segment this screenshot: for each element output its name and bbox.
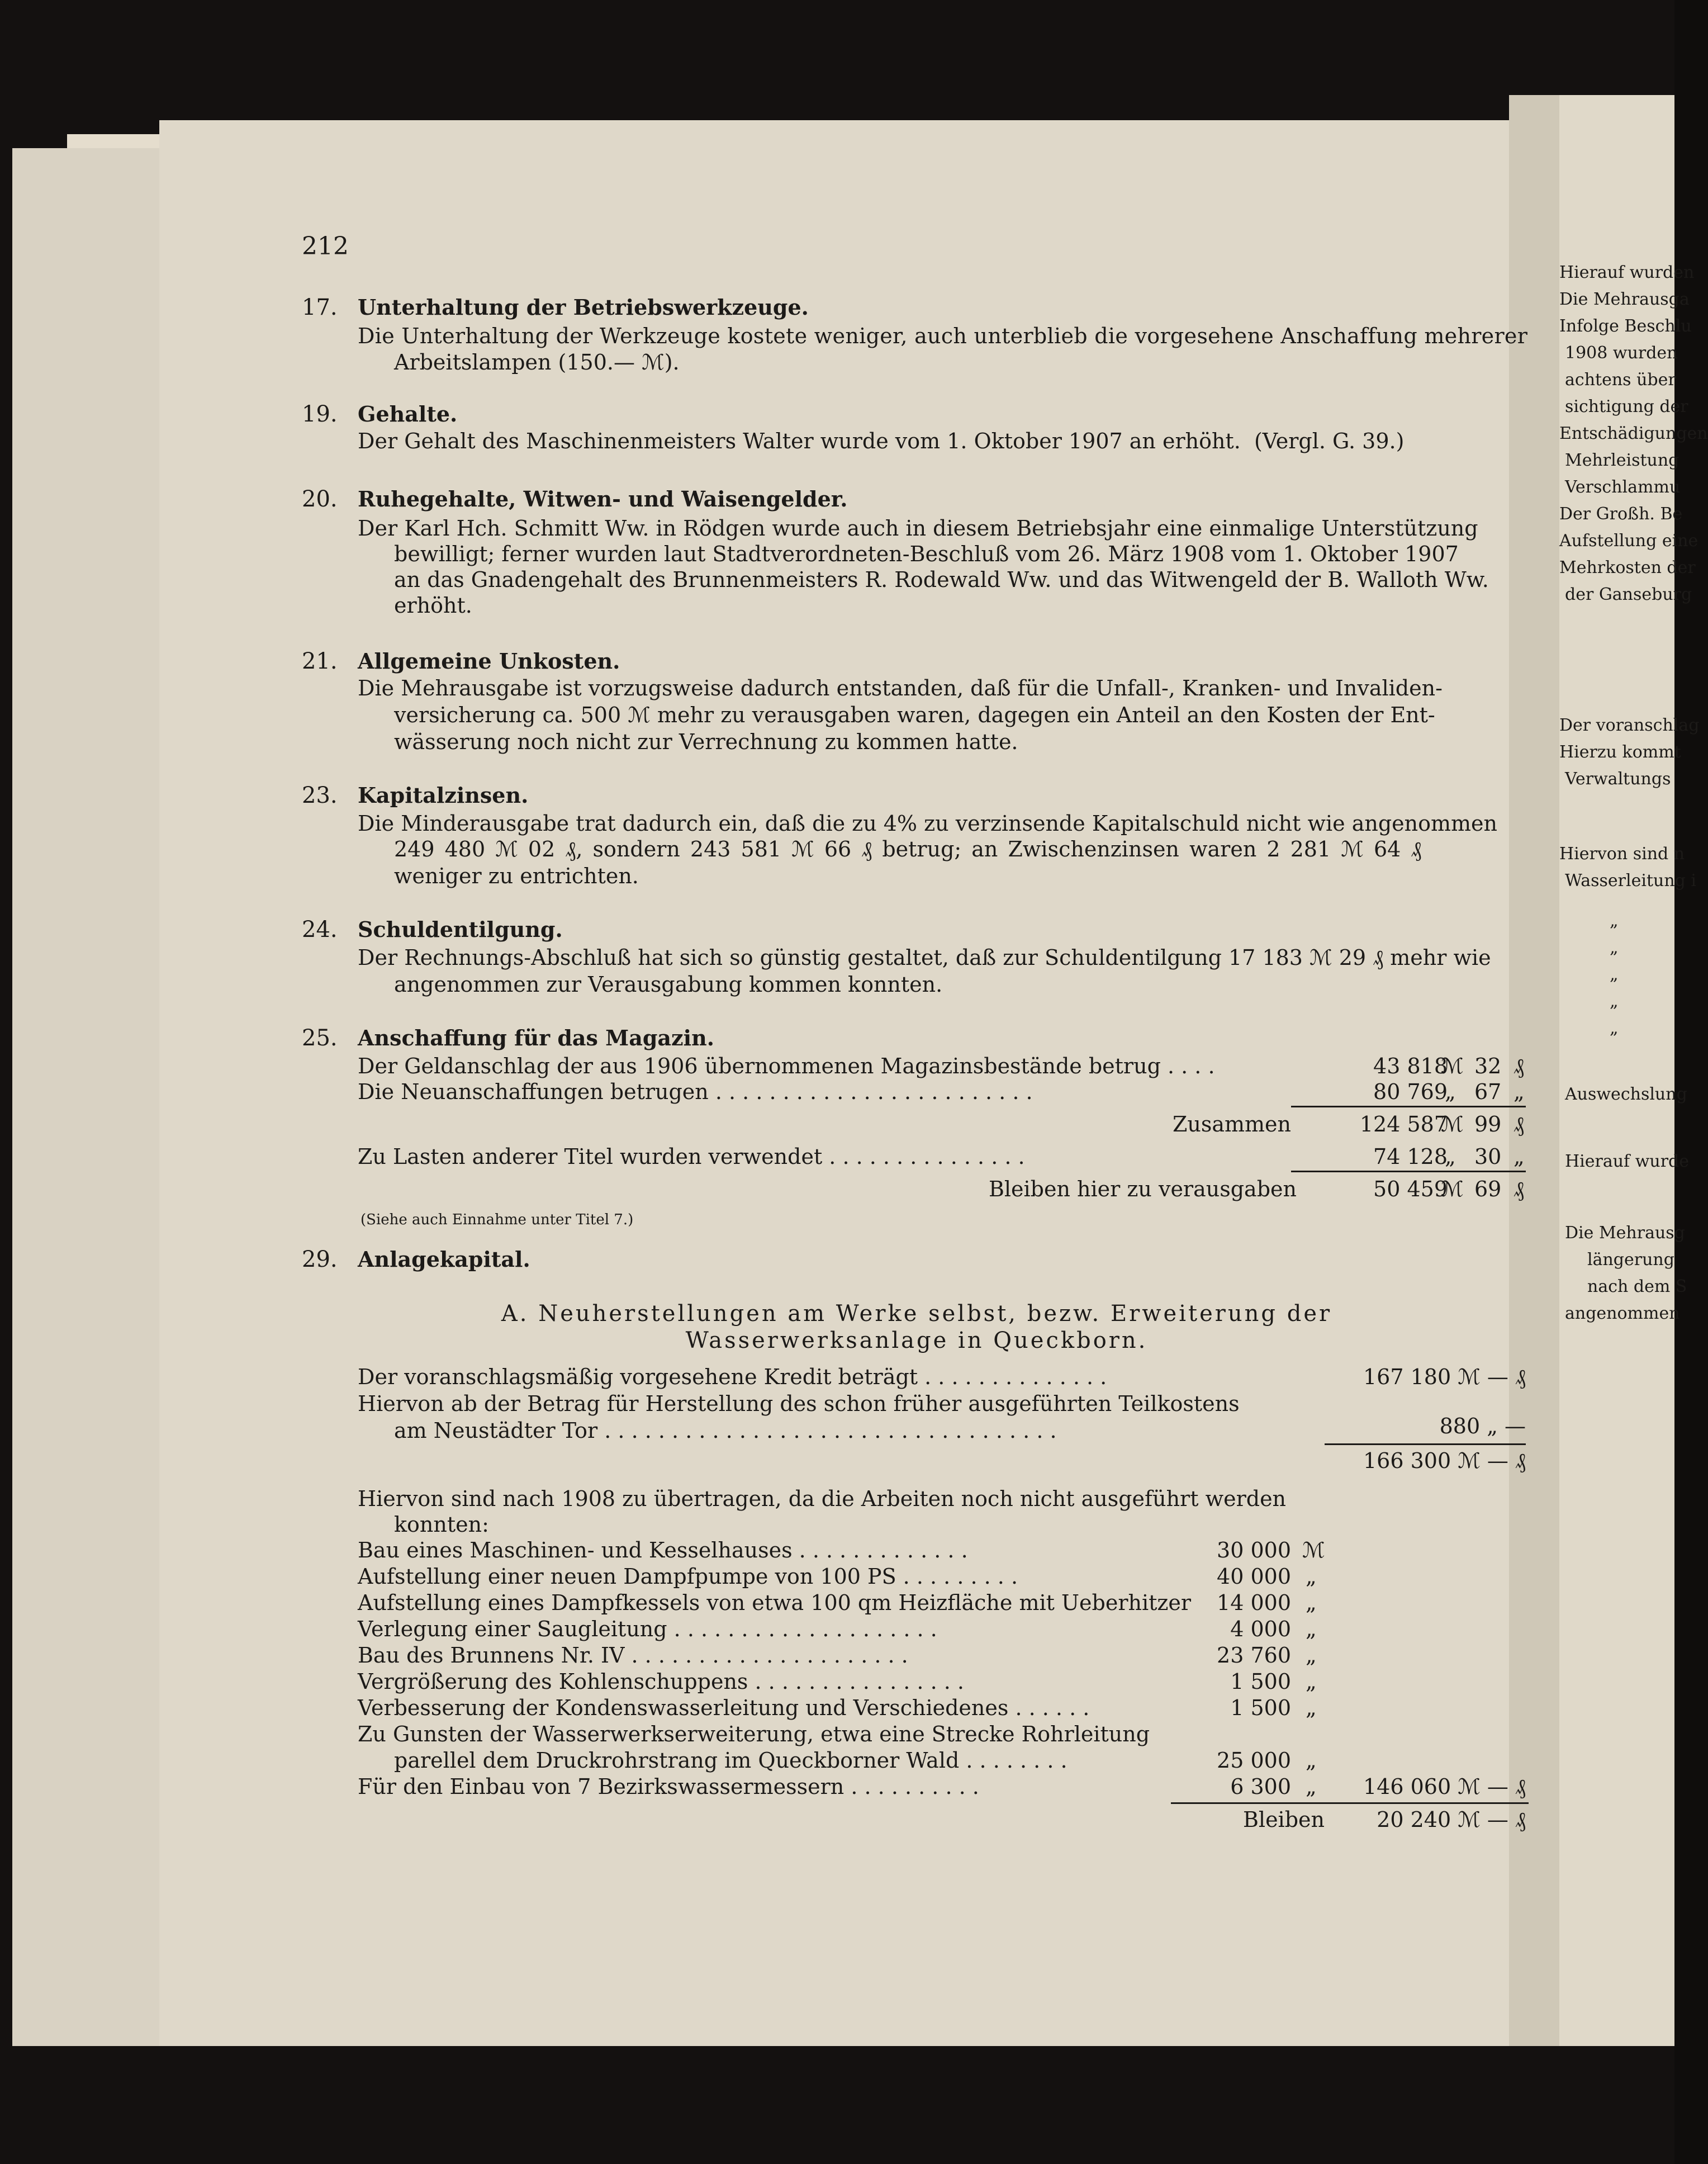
magazin-pf: 32 xyxy=(1474,1054,1502,1078)
pf-unit: ₰ xyxy=(1514,1177,1524,1201)
right-page-line: achtens über xyxy=(1565,370,1676,390)
currency-unit: ℳ xyxy=(1441,1054,1464,1078)
currency-unit: „ xyxy=(1306,1617,1317,1641)
item-label: Zu Gunsten der Wasserwerkserweiterung, etwa eine Strecke Rohrleitung xyxy=(358,1722,1150,1746)
currency-unit: ℳ xyxy=(1441,1177,1464,1201)
item-label: parellel dem Druckrohrstrang im Queckborner Wald . . . . . . . . xyxy=(394,1748,1068,1773)
magazin-mark: 80 769 xyxy=(1373,1079,1448,1104)
magazin-label: Zusammen xyxy=(1172,1112,1291,1137)
right-page-line: Mehrleistung xyxy=(1565,451,1679,470)
text-line: Die Minderausgabe trat dadurch ein, daß die zu 4% zu verzinsende Kapitalschuld nicht wie angenommen xyxy=(358,811,1498,836)
text-line: 249 480 ℳ 02 ₰, sondern 243 581 ℳ 66 ₰ betrug; an Zwischenzinsen waren 2 281 ℳ 64 ₰ xyxy=(394,837,1422,861)
currency-unit: „ xyxy=(1306,1748,1317,1773)
item-value: 25 000 xyxy=(1217,1748,1291,1773)
right-page-line: sichtigung der xyxy=(1565,397,1688,416)
section-number: 23. xyxy=(302,783,338,808)
sum-rule xyxy=(1291,1171,1526,1172)
right-page-line: Hiervon sind n xyxy=(1559,844,1685,864)
item-value: 14 000 xyxy=(1217,1590,1291,1615)
right-page-line: Verwaltungs xyxy=(1565,769,1671,789)
magazin-mark: 43 818 xyxy=(1373,1054,1448,1078)
section-title: Gehalte. xyxy=(358,401,458,427)
remain-value: 20 240 ℳ — ₰ xyxy=(1377,1807,1526,1832)
magazin-pf: 69 xyxy=(1474,1177,1502,1201)
magazin-mark: 74 128 xyxy=(1373,1144,1448,1169)
item-label: Verlegung einer Saugleitung . . . . . . . . . . . . . . . . . . . . xyxy=(358,1617,937,1641)
item-label: Verbesserung der Kondenswasserleitung und Verschiedenes . . . . . . xyxy=(358,1696,1090,1720)
sum-rule xyxy=(1291,1106,1526,1107)
text-line: bewilligt; ferner wurden laut Stadtverordneten-Beschluß vom 26. März 1908 vom 1. Oktober 1907 xyxy=(394,542,1459,566)
right-page-line: Infolge Beschlu xyxy=(1559,316,1692,336)
text-line: Arbeitslampen (150.— ℳ). xyxy=(394,350,680,375)
deduct-label: Hiervon ab der Betrag für Herstellung des schon früher ausgeführten Teilkostens xyxy=(358,1391,1240,1416)
subsection-heading: A. Neuherstellungen am Werke selbst, bezw. Erweiterung der xyxy=(501,1301,1332,1327)
item-label: Aufstellung einer neuen Dampfpumpe von 100 PS . . . . . . . . . xyxy=(358,1564,1018,1589)
right-page-line: Hierauf wurde xyxy=(1565,1152,1689,1171)
section-title: Ruhegehalte, Witwen- und Waisengelder. xyxy=(358,486,848,512)
currency-unit: „ xyxy=(1306,1696,1317,1720)
section-number: 20. xyxy=(302,486,338,512)
currency-unit: ℳ xyxy=(1441,1112,1464,1137)
section-number: 21. xyxy=(302,648,338,674)
deduct-value: 880 „ — xyxy=(1439,1414,1526,1438)
magazin-label: Zu Lasten anderer Titel wurden verwendet . . . . . . . . . . . . . . . xyxy=(358,1144,1025,1169)
section-number: 19. xyxy=(302,401,338,427)
currency-unit: „ xyxy=(1306,1669,1317,1694)
magazin-pf: 99 xyxy=(1474,1112,1502,1137)
right-page-line: angenommen xyxy=(1565,1304,1680,1323)
item-label: Vergrößerung des Kohlenschuppens . . . . . . . . . . . . . . . . xyxy=(358,1669,964,1694)
right-page-line: „ xyxy=(1610,911,1619,931)
text-line: wässerung noch nicht zur Verrechnung zu kommen hatte. xyxy=(394,730,1018,754)
item-value: 23 760 xyxy=(1217,1643,1291,1668)
section-title: Schuldentilgung. xyxy=(358,917,563,942)
item-label: Bau eines Maschinen- und Kesselhauses . . . . . . . . . . . . . xyxy=(358,1538,968,1562)
item-value: 4 000 xyxy=(1230,1617,1291,1641)
section-number: 24. xyxy=(302,917,338,943)
section-number: 25. xyxy=(302,1025,338,1051)
section-title: Anlagekapital. xyxy=(358,1247,530,1272)
text-line: erhöht. xyxy=(394,593,472,618)
right-page-line: Aufstellung eine xyxy=(1559,531,1698,551)
item-value: 30 000 xyxy=(1217,1538,1291,1562)
deduct-label: am Neustädter Tor . . . . . . . . . . . . . . . . . . . . . . . . . . . . . . . . . . xyxy=(394,1418,1057,1443)
right-page-line: Hierzu kommt xyxy=(1559,742,1681,762)
right-page-line: der Ganseburg xyxy=(1565,585,1692,604)
right-page-line: nach dem S xyxy=(1587,1277,1687,1296)
right-page-line: Mehrkosten der xyxy=(1559,558,1696,577)
item-value: 1 500 xyxy=(1230,1696,1291,1720)
item-value: 40 000 xyxy=(1217,1564,1291,1589)
magazin-mark: 124 587 xyxy=(1359,1112,1448,1137)
pf-unit: ₰ xyxy=(1514,1112,1524,1137)
section-title: Unterhaltung der Betriebswerkzeuge. xyxy=(358,295,809,320)
right-page-line: Der voranschlag xyxy=(1559,716,1700,735)
magazin-label: Der Geldanschlag der aus 1906 übernommenen Magazinsbestände betrug . . . . xyxy=(358,1054,1215,1078)
right-page-line: „ xyxy=(1610,1019,1619,1038)
pf-unit: ₰ xyxy=(1514,1054,1524,1078)
item-label: Für den Einbau von 7 Bezirkswassermessern . . . . . . . . . . xyxy=(358,1774,979,1799)
subsection-heading: Wasserwerksanlage in Queckborn. xyxy=(685,1328,1148,1353)
right-page-line: Der Großh. Be xyxy=(1559,504,1683,524)
right-page-line: „ xyxy=(1610,965,1619,984)
currency-unit: „ xyxy=(1306,1643,1317,1668)
right-page-line: Die Mehrausga xyxy=(1559,290,1690,309)
right-page-line: Die Mehrausg xyxy=(1565,1223,1685,1243)
currency-unit: „ xyxy=(1445,1079,1456,1104)
currency-unit: „ xyxy=(1306,1564,1317,1589)
items-total: 146 060 ℳ — ₰ xyxy=(1363,1774,1526,1799)
currency-unit: „ xyxy=(1445,1144,1456,1169)
text-line: Der Rechnungs-Abschluß hat sich so günstig gestaltet, daß zur Schuldentilgung 17 183 ℳ 29 ₰ mehr wie xyxy=(358,945,1491,970)
credit-value: 167 180 ℳ — ₰ xyxy=(1363,1365,1526,1389)
item-label: Aufstellung eines Dampfkessels von etwa 100 qm Heizfläche mit Ueberhitzer xyxy=(358,1590,1192,1615)
right-page-line: Wasserleitung i xyxy=(1565,871,1696,891)
right-page-line: Auswechslung xyxy=(1565,1085,1687,1104)
item-label: Bau des Brunnens Nr. IV . . . . . . . . . . . . . . . . . . . . . xyxy=(358,1643,908,1668)
text-line: versicherung ca. 500 ℳ mehr zu verausgaben waren, dagegen ein Anteil an den Kosten der Ent- xyxy=(394,703,1435,727)
text-line: angenommen zur Verausgabung kommen konnten. xyxy=(394,972,943,997)
intro-line: Hiervon sind nach 1908 zu übertragen, da die Arbeiten noch nicht ausgeführt werden xyxy=(358,1486,1287,1511)
subtotal-value: 166 300 ℳ — ₰ xyxy=(1363,1448,1526,1473)
text-line: Die Unterhaltung der Werkzeuge kostete weniger, auch unterblieb die vorgesehene Anschaffung mehrerer xyxy=(358,324,1528,348)
right-page-line: Hierauf wurden xyxy=(1559,263,1695,282)
credit-label: Der voranschlagsmäßig vorgesehene Kredit beträgt . . . . . . . . . . . . . . xyxy=(358,1365,1107,1389)
right-page-line: Entschädigungen xyxy=(1559,424,1708,443)
text-line: Der Gehalt des Maschinenmeisters Walter wurde vom 1. Oktober 1907 an erhöht. (Vergl. G. 39.) xyxy=(358,429,1405,453)
magazin-note: (Siehe auch Einnahme unter Titel 7.) xyxy=(360,1211,634,1228)
magazin-mark: 50 459 xyxy=(1373,1177,1448,1201)
magazin-label: Bleiben hier zu verausgaben xyxy=(988,1177,1297,1201)
text-line: Der Karl Hch. Schmitt Ww. in Rödgen wurde auch in diesem Betriebsjahr eine einmalige Unterstützung xyxy=(358,516,1478,541)
magazin-pf: 30 xyxy=(1474,1144,1502,1169)
currency-unit: „ xyxy=(1306,1590,1317,1615)
section-title: Anschaffung für das Magazin. xyxy=(358,1025,714,1050)
right-page-line: „ xyxy=(1610,992,1619,1011)
sum-rule xyxy=(1325,1443,1526,1445)
pf-unit: „ xyxy=(1514,1079,1525,1104)
sum-rule xyxy=(1171,1802,1529,1804)
section-title: Allgemeine Unkosten. xyxy=(358,648,620,674)
item-value: 1 500 xyxy=(1230,1669,1291,1694)
item-value: 6 300 xyxy=(1230,1774,1291,1799)
magazin-label: Die Neuanschaffungen betrugen . . . . . . . . . . . . . . . . . . . . . . . . xyxy=(358,1079,1033,1104)
magazin-pf: 67 xyxy=(1474,1079,1502,1104)
right-page-line: 1908 wurden xyxy=(1565,343,1678,363)
currency-unit: „ xyxy=(1306,1774,1317,1799)
section-number: 17. xyxy=(302,295,338,320)
text-line: Die Mehrausgabe ist vorzugsweise dadurch entstanden, daß für die Unfall-, Kranken- und Invaliden- xyxy=(358,676,1443,700)
right-page-line: längerung xyxy=(1587,1250,1674,1270)
currency-unit: ℳ xyxy=(1302,1538,1325,1562)
right-page-line: „ xyxy=(1610,938,1619,958)
intro-line: konnten: xyxy=(394,1512,489,1537)
page-number: 212 xyxy=(302,232,349,261)
text-line: weniger zu entrichten. xyxy=(394,864,639,888)
right-page-line: Verschlammu xyxy=(1565,477,1681,497)
section-title: Kapitalzinsen. xyxy=(358,783,529,808)
text-line: an das Gnadengehalt des Brunnenmeisters R. Rodewald Ww. und das Witwengeld der B. Walloth Ww. xyxy=(394,567,1489,592)
remain-label: Bleiben xyxy=(1242,1807,1325,1832)
pf-unit: „ xyxy=(1514,1144,1525,1169)
section-number: 29. xyxy=(302,1247,338,1272)
